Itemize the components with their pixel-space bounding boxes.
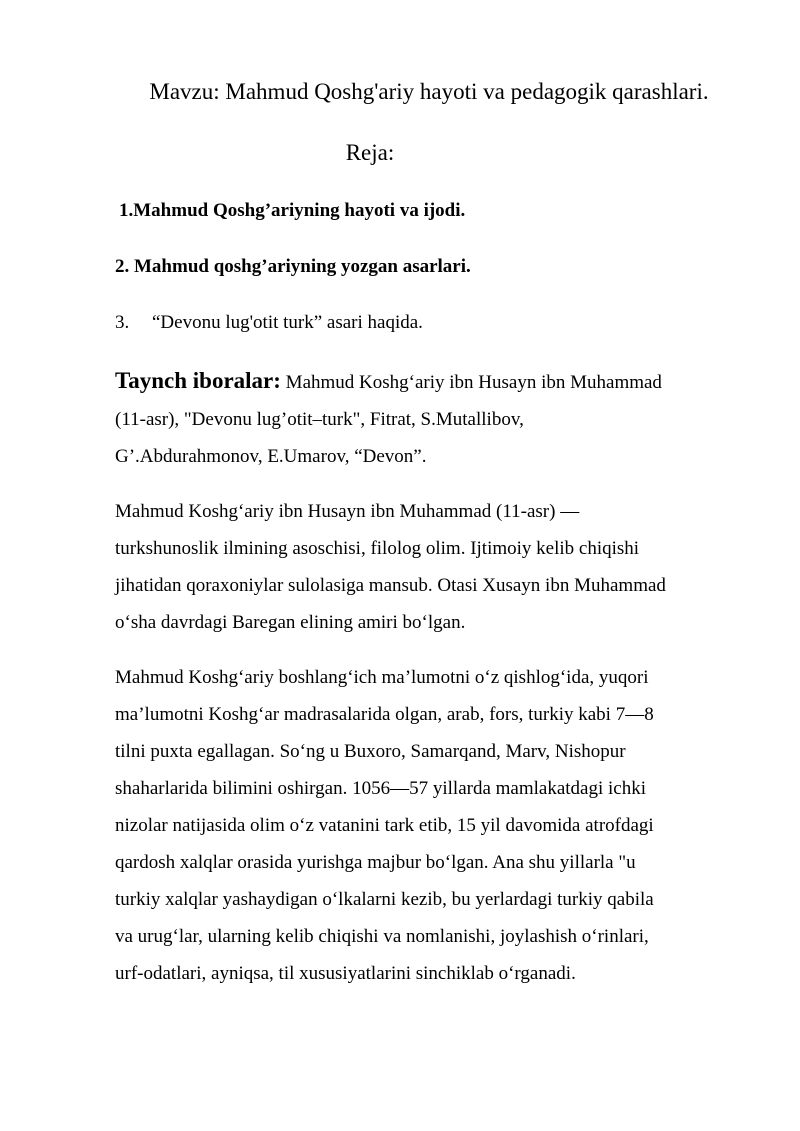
paragraph-2: [115, 659, 755, 992]
paragraph-2-line: urf-odatlari, ayniqsa, til xususiyatlarini sinchiklab o‘rganadi.: [115, 963, 576, 984]
paragraph-2-line: nizolar natijasida olim o‘z vatanini tark etib, 15 yil davomida atrofdagi: [115, 815, 654, 836]
paragraph-1: [115, 493, 755, 641]
paragraph-1-line: turkshunoslik ilmining asoschisi, filolog olim. Ijtimoiy kelib chiqishi: [115, 538, 640, 559]
paragraph-2-line: ma’lumotni Koshg‘ar madrasalarida olgan, arab, fors, turkiy kabi 7—8: [115, 704, 654, 725]
paragraph-2-line: turkiy xalqlar yashaydigan o‘lkalarni kezib, bu yerlardagi turkiy qabila: [115, 889, 654, 910]
paragraph-2-line: shaharlarida bilimini oshirgan. 1056—57 yillarda mamlakatdagi ichki: [115, 778, 646, 799]
plan-heading: Reja:: [345, 140, 395, 165]
paragraph-2-line: qardosh xalqlar orasida yurishga majbur bo‘lgan. Ana shu yillarla "u: [115, 852, 636, 873]
keywords-line-3: G’.Abdurahmonov, E.Umarov, “Devon”.: [115, 446, 427, 467]
keywords-text-1: Mahmud Koshg‘ariy ibn Husayn ibn Muhammad: [280, 372, 662, 393]
paragraph-2-line: va urug‘lar, ularning kelib chiqishi va nomlanishi, joylashish o‘rinlari,: [115, 926, 649, 947]
keywords-line-2: (11-asr), "Devonu lug’otit–turk", Fitrat, S.Mutallibov,: [115, 409, 524, 430]
plan-item-3: [115, 310, 423, 336]
plan-item-1: 1.Mahmud Qoshg’ariyning hayoti va ijodi.: [119, 200, 466, 221]
paragraph-1-line: jihatidan qoraxoniylar sulolasiga mansub. Otasi Xusayn ibn Muhammad: [115, 575, 666, 596]
paragraph-2-line: tilni puxta egallagan. So‘ng u Buxoro, Samarqand, Marv, Nishopur: [115, 741, 626, 762]
document-title: Mavzu: Mahmud Qoshg'ariy hayoti va pedagogik qarashlari.: [149, 79, 709, 104]
plan-item-3-number: 3.: [115, 312, 130, 333]
plan-item-3-text: “Devonu lug'otit turk” asari haqida.: [152, 312, 423, 333]
plan-item-2: 2. Mahmud qoshg’ariyning yozgan asarlari.: [115, 256, 471, 277]
keywords-paragraph: [115, 362, 755, 475]
keywords-label: Taynch iboralar:: [115, 368, 281, 393]
paragraph-2-line: Mahmud Koshg‘ariy boshlang‘ich ma’lumotni o‘z qishlog‘ida, yuqori: [115, 667, 649, 688]
keywords-line-1: [115, 362, 755, 401]
paragraph-1-line: Mahmud Koshg‘ariy ibn Husayn ibn Muhammad (11-asr) —: [115, 501, 580, 522]
paragraph-1-line: o‘sha davrdagi Baregan elining amiri bo‘lgan.: [115, 612, 466, 633]
